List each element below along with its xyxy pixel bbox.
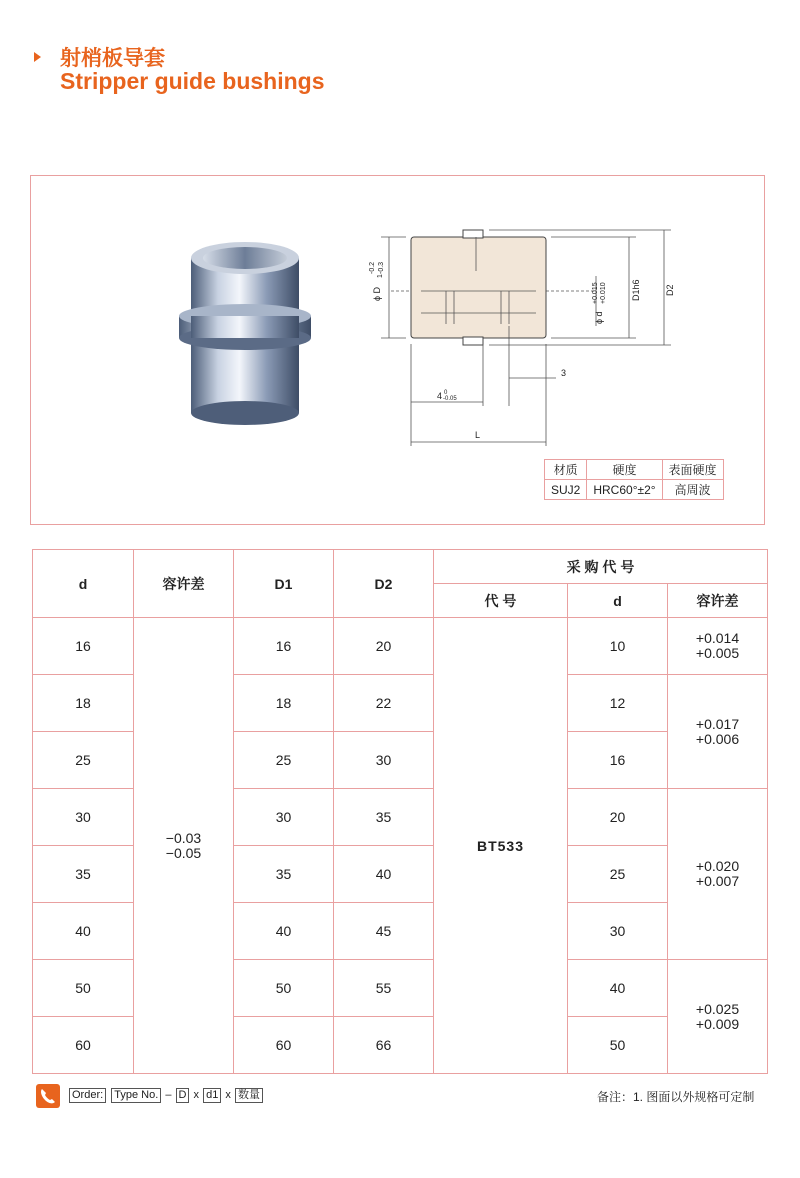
cell-purchase-d: 30: [568, 903, 668, 960]
cell-d2: 35: [334, 789, 434, 846]
order-d: D: [176, 1088, 190, 1103]
cell-d: 40: [33, 903, 134, 960]
ptol-lower: +0.007: [695, 873, 740, 889]
cell-d: 18: [33, 675, 134, 732]
order-x2: x: [225, 1089, 231, 1101]
title-english: Stripper guide bushings: [60, 68, 325, 94]
ptol-upper: +0.014: [695, 630, 740, 646]
product-panel: [30, 175, 765, 525]
cell-d: 50: [33, 960, 134, 1017]
header-d2: D2: [334, 550, 434, 618]
ptol-upper: +0.017: [695, 715, 740, 732]
bullet-triangle-icon: [34, 52, 41, 62]
order-type-no: Type No.: [111, 1088, 161, 1103]
cell-purchase-d: 50: [568, 1017, 668, 1074]
cell-purchase-d: 20: [568, 789, 668, 846]
dim-d1-label: ϕ D: [372, 286, 382, 301]
dim-d-label: ϕ d: [594, 311, 604, 324]
ptol-upper: +0.020: [695, 858, 740, 874]
header-tolerance: 容许差: [134, 550, 234, 618]
cell-d2: 55: [334, 960, 434, 1017]
cell-tolerance-main: [134, 618, 234, 1074]
cell-purchase-d: 25: [568, 846, 668, 903]
dim-d1h6-label: D1h6: [631, 279, 641, 301]
cell-purchase-d: 12: [568, 675, 668, 732]
mat-header-surface: 表面硬度: [662, 460, 723, 480]
order-dash: –: [165, 1089, 172, 1101]
dim-4-lower: -0.05: [443, 396, 457, 402]
dim-d-tol-lower: +0.010: [600, 282, 607, 304]
cell-d2: 22: [334, 675, 434, 732]
tol-main-upper: −0.03: [165, 829, 202, 846]
cell-purchase-d: 16: [568, 732, 668, 789]
material-table: [544, 459, 724, 500]
cell-d1: 60: [234, 1017, 334, 1074]
dim-4-label: 4: [437, 391, 443, 401]
cell-d: 30: [33, 789, 134, 846]
cell-d: 16: [33, 618, 134, 675]
cell-purchase-tolerance: [668, 675, 768, 789]
cell-d2: 30: [334, 732, 434, 789]
cell-d: 25: [33, 732, 134, 789]
cell-purchase-d: 40: [568, 960, 668, 1017]
tol-main-lower: −0.05: [165, 844, 202, 861]
ptol-lower: +0.005: [695, 645, 740, 661]
dim-3-label: 3: [561, 368, 567, 378]
cell-d1: 40: [234, 903, 334, 960]
order-d1: d1: [203, 1088, 221, 1103]
header-d: d: [33, 550, 134, 618]
cell-d2: 40: [334, 846, 434, 903]
dim-d1-tol-upper: -0.2: [369, 261, 376, 274]
cell-d1: 25: [234, 732, 334, 789]
order-x1: x: [193, 1089, 200, 1101]
cell-purchase-d: 10: [568, 618, 668, 675]
dim-d1-sub: 1: [377, 274, 384, 278]
header-purchase-code: 采 购 代 号: [434, 550, 768, 584]
order-qty: 数量: [235, 1088, 263, 1103]
cell-d: 35: [33, 846, 134, 903]
ptol-lower: +0.006: [695, 730, 740, 747]
header-purchase-tolerance: 容许差: [668, 584, 768, 618]
ptol-upper: +0.025: [695, 1000, 740, 1017]
technical-drawing: [351, 216, 681, 456]
bushing-photo: [176, 236, 316, 426]
dim-d2-label: D2: [665, 284, 675, 296]
title-chinese: 射梢板导套: [60, 47, 165, 70]
mat-value-surface: 高周波: [662, 480, 723, 500]
mat-value-hardness: HRC60°±2°: [587, 480, 662, 500]
cell-purchase-tolerance: [668, 789, 768, 960]
header-d1: D1: [234, 550, 334, 618]
cell-d1: 30: [234, 789, 334, 846]
dim-4-upper: 0: [444, 390, 448, 396]
cell-code-bt533: BT533: [434, 618, 568, 1074]
cell-d2: 20: [334, 618, 434, 675]
mat-header-material: 材质: [545, 460, 587, 480]
cell-d1: 50: [234, 960, 334, 1017]
spec-table: [32, 549, 768, 1074]
custom-note: 备注：1. 图面以外规格可定制: [597, 1090, 755, 1104]
header-code: 代 号: [434, 584, 568, 618]
mat-header-hardness: 硬度: [587, 460, 662, 480]
mat-value-material: SUJ2: [545, 480, 587, 500]
phone-order-icon: [36, 1084, 60, 1108]
cell-d1: 35: [234, 846, 334, 903]
dim-d-tol-upper: +0.015: [592, 282, 599, 304]
dim-l-label: L: [475, 430, 481, 440]
cell-d1: 16: [234, 618, 334, 675]
dim-d1-tol-lower: -0.3: [378, 261, 385, 274]
order-label: Order:: [69, 1088, 106, 1103]
cell-purchase-tolerance: [668, 618, 768, 675]
ptol-lower: +0.009: [695, 1015, 740, 1032]
cell-d1: 18: [234, 675, 334, 732]
cell-purchase-tolerance: [668, 960, 768, 1074]
cell-d2: 45: [334, 903, 434, 960]
header-purchase-d: d: [568, 584, 668, 618]
cell-d2: 66: [334, 1017, 434, 1074]
cell-d: 60: [33, 1017, 134, 1074]
